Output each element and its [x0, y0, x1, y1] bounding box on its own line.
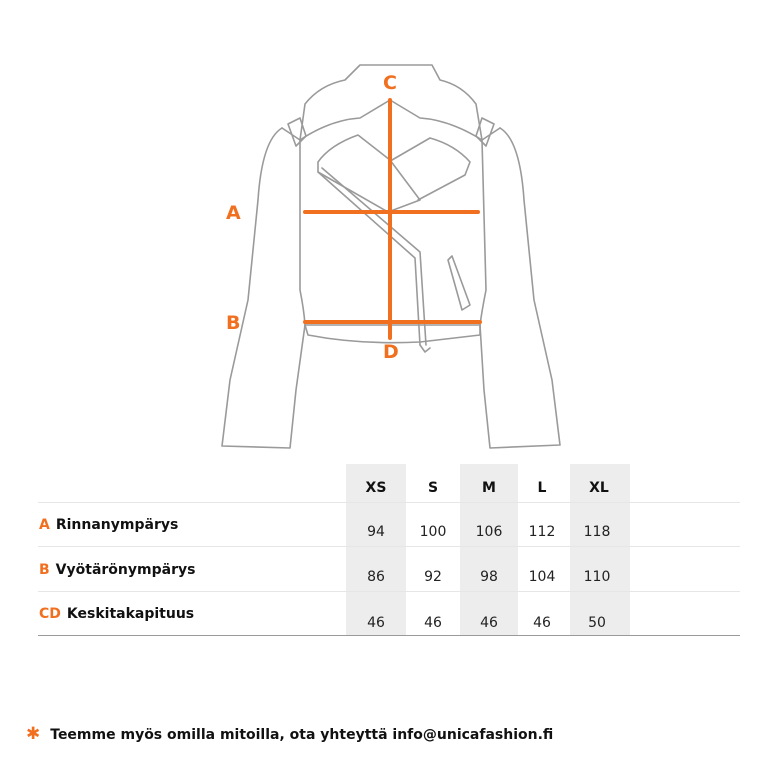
row-divider	[38, 546, 740, 547]
row-code: A	[39, 517, 50, 533]
table-row-label	[39, 606, 194, 622]
asterisk-icon: ✱	[26, 724, 41, 744]
table-cell: 98	[480, 569, 498, 585]
table-cell: 94	[367, 524, 385, 540]
row-name: Vyötärönympärys	[55, 562, 196, 578]
label-c: C	[383, 72, 397, 94]
table-cell: 50	[588, 615, 606, 631]
table-row-label	[39, 562, 195, 578]
table-row-label	[39, 517, 178, 533]
table-cell: 112	[528, 524, 556, 540]
custom-size-note	[26, 724, 553, 744]
size-header-m: M	[482, 480, 496, 496]
table-cell: 46	[424, 615, 442, 631]
row-name: Keskitakapituus	[66, 606, 195, 622]
size-header-l: L	[537, 480, 547, 496]
table-cell: 104	[528, 569, 556, 585]
row-divider	[38, 591, 740, 592]
table-cell: 46	[367, 615, 385, 631]
table-cell: 100	[419, 524, 447, 540]
table-cell: 106	[475, 524, 503, 540]
label-b: B	[226, 312, 241, 334]
row-name: Rinnanympärys	[55, 517, 179, 533]
table-bottom-border	[38, 635, 740, 636]
table-cell: 118	[583, 524, 611, 540]
table-cell: 46	[480, 615, 498, 631]
size-header-xl: XL	[589, 480, 609, 496]
label-d: D	[383, 341, 399, 363]
row-code: CD	[39, 606, 61, 622]
header-divider	[38, 502, 740, 503]
size-header-s: S	[427, 480, 439, 496]
table-cell: 92	[424, 569, 442, 585]
note-text: Teemme myös omilla mitoilla, ota yhteyttä info@unicafashion.fi	[50, 727, 554, 743]
table-cell: 86	[367, 569, 385, 585]
label-a: A	[226, 202, 241, 224]
row-code: B	[39, 562, 50, 578]
size-header-xs: XS	[365, 480, 387, 496]
table-cell: 46	[533, 615, 551, 631]
table-cell: 110	[583, 569, 611, 585]
